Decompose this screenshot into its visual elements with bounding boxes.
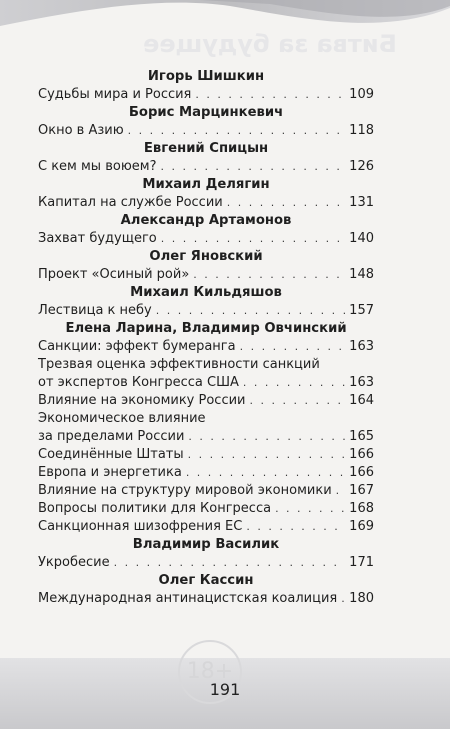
toc-leader-dots <box>250 392 346 410</box>
toc-leader-dots <box>227 194 345 212</box>
toc-author: Александр Артамонов <box>120 213 292 228</box>
toc-entry-title: Лествица к небу <box>38 303 152 318</box>
toc-author: Михаил Делягин <box>142 177 270 192</box>
toc-entry-title: Экономическое влияние <box>38 411 206 426</box>
toc-entry-title: Вопросы политики для Конгресса <box>38 501 272 516</box>
toc-author: Игорь Шишкин <box>147 69 265 84</box>
toc-entry-title: Влияние на структуру мировой экономики <box>38 483 332 498</box>
toc-entry <box>38 410 374 428</box>
toc-author: Олег Яновский <box>149 249 263 264</box>
toc-entry <box>38 338 374 356</box>
toc-entry <box>38 392 374 410</box>
toc-leader-dots <box>161 230 345 248</box>
toc-entry <box>38 122 374 140</box>
toc-entry-title: Судьбы мира и Россия <box>38 87 192 102</box>
header-bleed-text: Битва за будущее <box>143 30 397 58</box>
toc-entry <box>38 554 374 572</box>
toc-entry-title: Проект «Осиный рой» <box>38 267 190 282</box>
toc-entry-page: 171 <box>349 555 374 570</box>
page-number: 191 <box>209 680 241 699</box>
toc-entry-page: 126 <box>349 159 374 174</box>
toc-entry-page: 163 <box>349 375 374 390</box>
toc-entry-page: 180 <box>349 591 374 606</box>
toc-leader-dots <box>195 86 345 104</box>
toc-entry <box>38 428 374 446</box>
toc-entry <box>38 356 374 374</box>
toc-author: Михаил Кильдяшов <box>130 285 282 300</box>
toc-entry <box>38 446 374 464</box>
toc-entry-title: Влияние на экономику России <box>38 393 246 408</box>
toc-entry <box>38 518 374 536</box>
toc-entry-title: Укробесие <box>38 555 110 570</box>
toc-entry <box>38 266 374 284</box>
toc-leader-dots <box>336 482 346 500</box>
toc-entry-page: 168 <box>349 501 374 516</box>
age-rating-badge: 18+ <box>178 640 242 704</box>
toc-entry <box>38 464 374 482</box>
toc-entry-title: за пределами России <box>38 429 185 444</box>
toc-leader-dots <box>128 122 346 140</box>
toc-entry-page: 166 <box>349 465 374 480</box>
toc-leader-dots <box>188 428 345 446</box>
toc-author: Владимир Василик <box>132 537 280 552</box>
header-decoration <box>0 0 450 62</box>
toc-entry-page: 131 <box>349 195 374 210</box>
toc-entry-page: 165 <box>349 429 374 444</box>
toc-entry-title: Капитал на службе России <box>38 195 223 210</box>
toc-entry-title: Окно в Азию <box>38 123 124 138</box>
toc-entry-title: Международная антинацистская коалиция <box>38 591 338 606</box>
toc-entry-page: 140 <box>349 231 374 246</box>
toc-entry-title: Санкции: эффект бумеранга <box>38 339 236 354</box>
toc-entry-page: 109 <box>349 87 374 102</box>
toc-entry-title: Европа и энергетика <box>38 465 182 480</box>
toc-leader-dots <box>186 464 345 482</box>
toc-entry <box>38 482 374 500</box>
toc-entry-page: 164 <box>349 393 374 408</box>
toc-author: Евгений Спицын <box>143 141 269 156</box>
toc-entry-page: 163 <box>349 339 374 354</box>
toc-entry <box>38 590 374 608</box>
toc-leader-dots <box>240 338 346 356</box>
toc-entry-page: 167 <box>349 483 374 498</box>
toc-entry <box>38 374 374 392</box>
toc-entry-page: 169 <box>349 519 374 534</box>
toc-entry-title: Трезвая оценка эффективности санкций <box>38 357 320 372</box>
toc-leader-dots <box>275 500 345 518</box>
toc-entry-title: Захват будущего <box>38 231 157 246</box>
table-of-contents <box>38 68 374 608</box>
toc-leader-dots <box>114 554 346 572</box>
toc-leader-dots <box>246 518 345 536</box>
toc-entry-page: 118 <box>349 123 374 138</box>
toc-entry-title: С кем мы воюем? <box>38 159 157 174</box>
toc-leader-dots <box>243 374 345 392</box>
toc-leader-dots <box>160 158 345 176</box>
toc-entry <box>38 158 374 176</box>
toc-entry <box>38 302 374 320</box>
toc-entry-page: 166 <box>349 447 374 462</box>
toc-entry <box>38 86 374 104</box>
toc-leader-dots <box>156 302 345 320</box>
toc-entry-page: 148 <box>349 267 374 282</box>
toc-entry <box>38 194 374 212</box>
toc-leader-dots <box>193 266 345 284</box>
toc-entry-title: от экспертов Конгресса США <box>38 375 239 390</box>
toc-entry-page: 157 <box>349 303 374 318</box>
toc-author: Борис Марцинкевич <box>128 105 284 120</box>
toc-author: Елена Ларина, Владимир Овчинский <box>65 321 347 336</box>
toc-leader-dots <box>341 590 345 608</box>
toc-entry-title: Санкционная шизофрения ЕС <box>38 519 243 534</box>
toc-entry <box>38 230 374 248</box>
toc-author: Олег Кассин <box>158 573 254 588</box>
toc-entry-title: Соединённые Штаты <box>38 447 184 462</box>
toc-entry <box>38 500 374 518</box>
toc-leader-dots <box>188 446 346 464</box>
header-wave-graphic <box>0 0 450 62</box>
